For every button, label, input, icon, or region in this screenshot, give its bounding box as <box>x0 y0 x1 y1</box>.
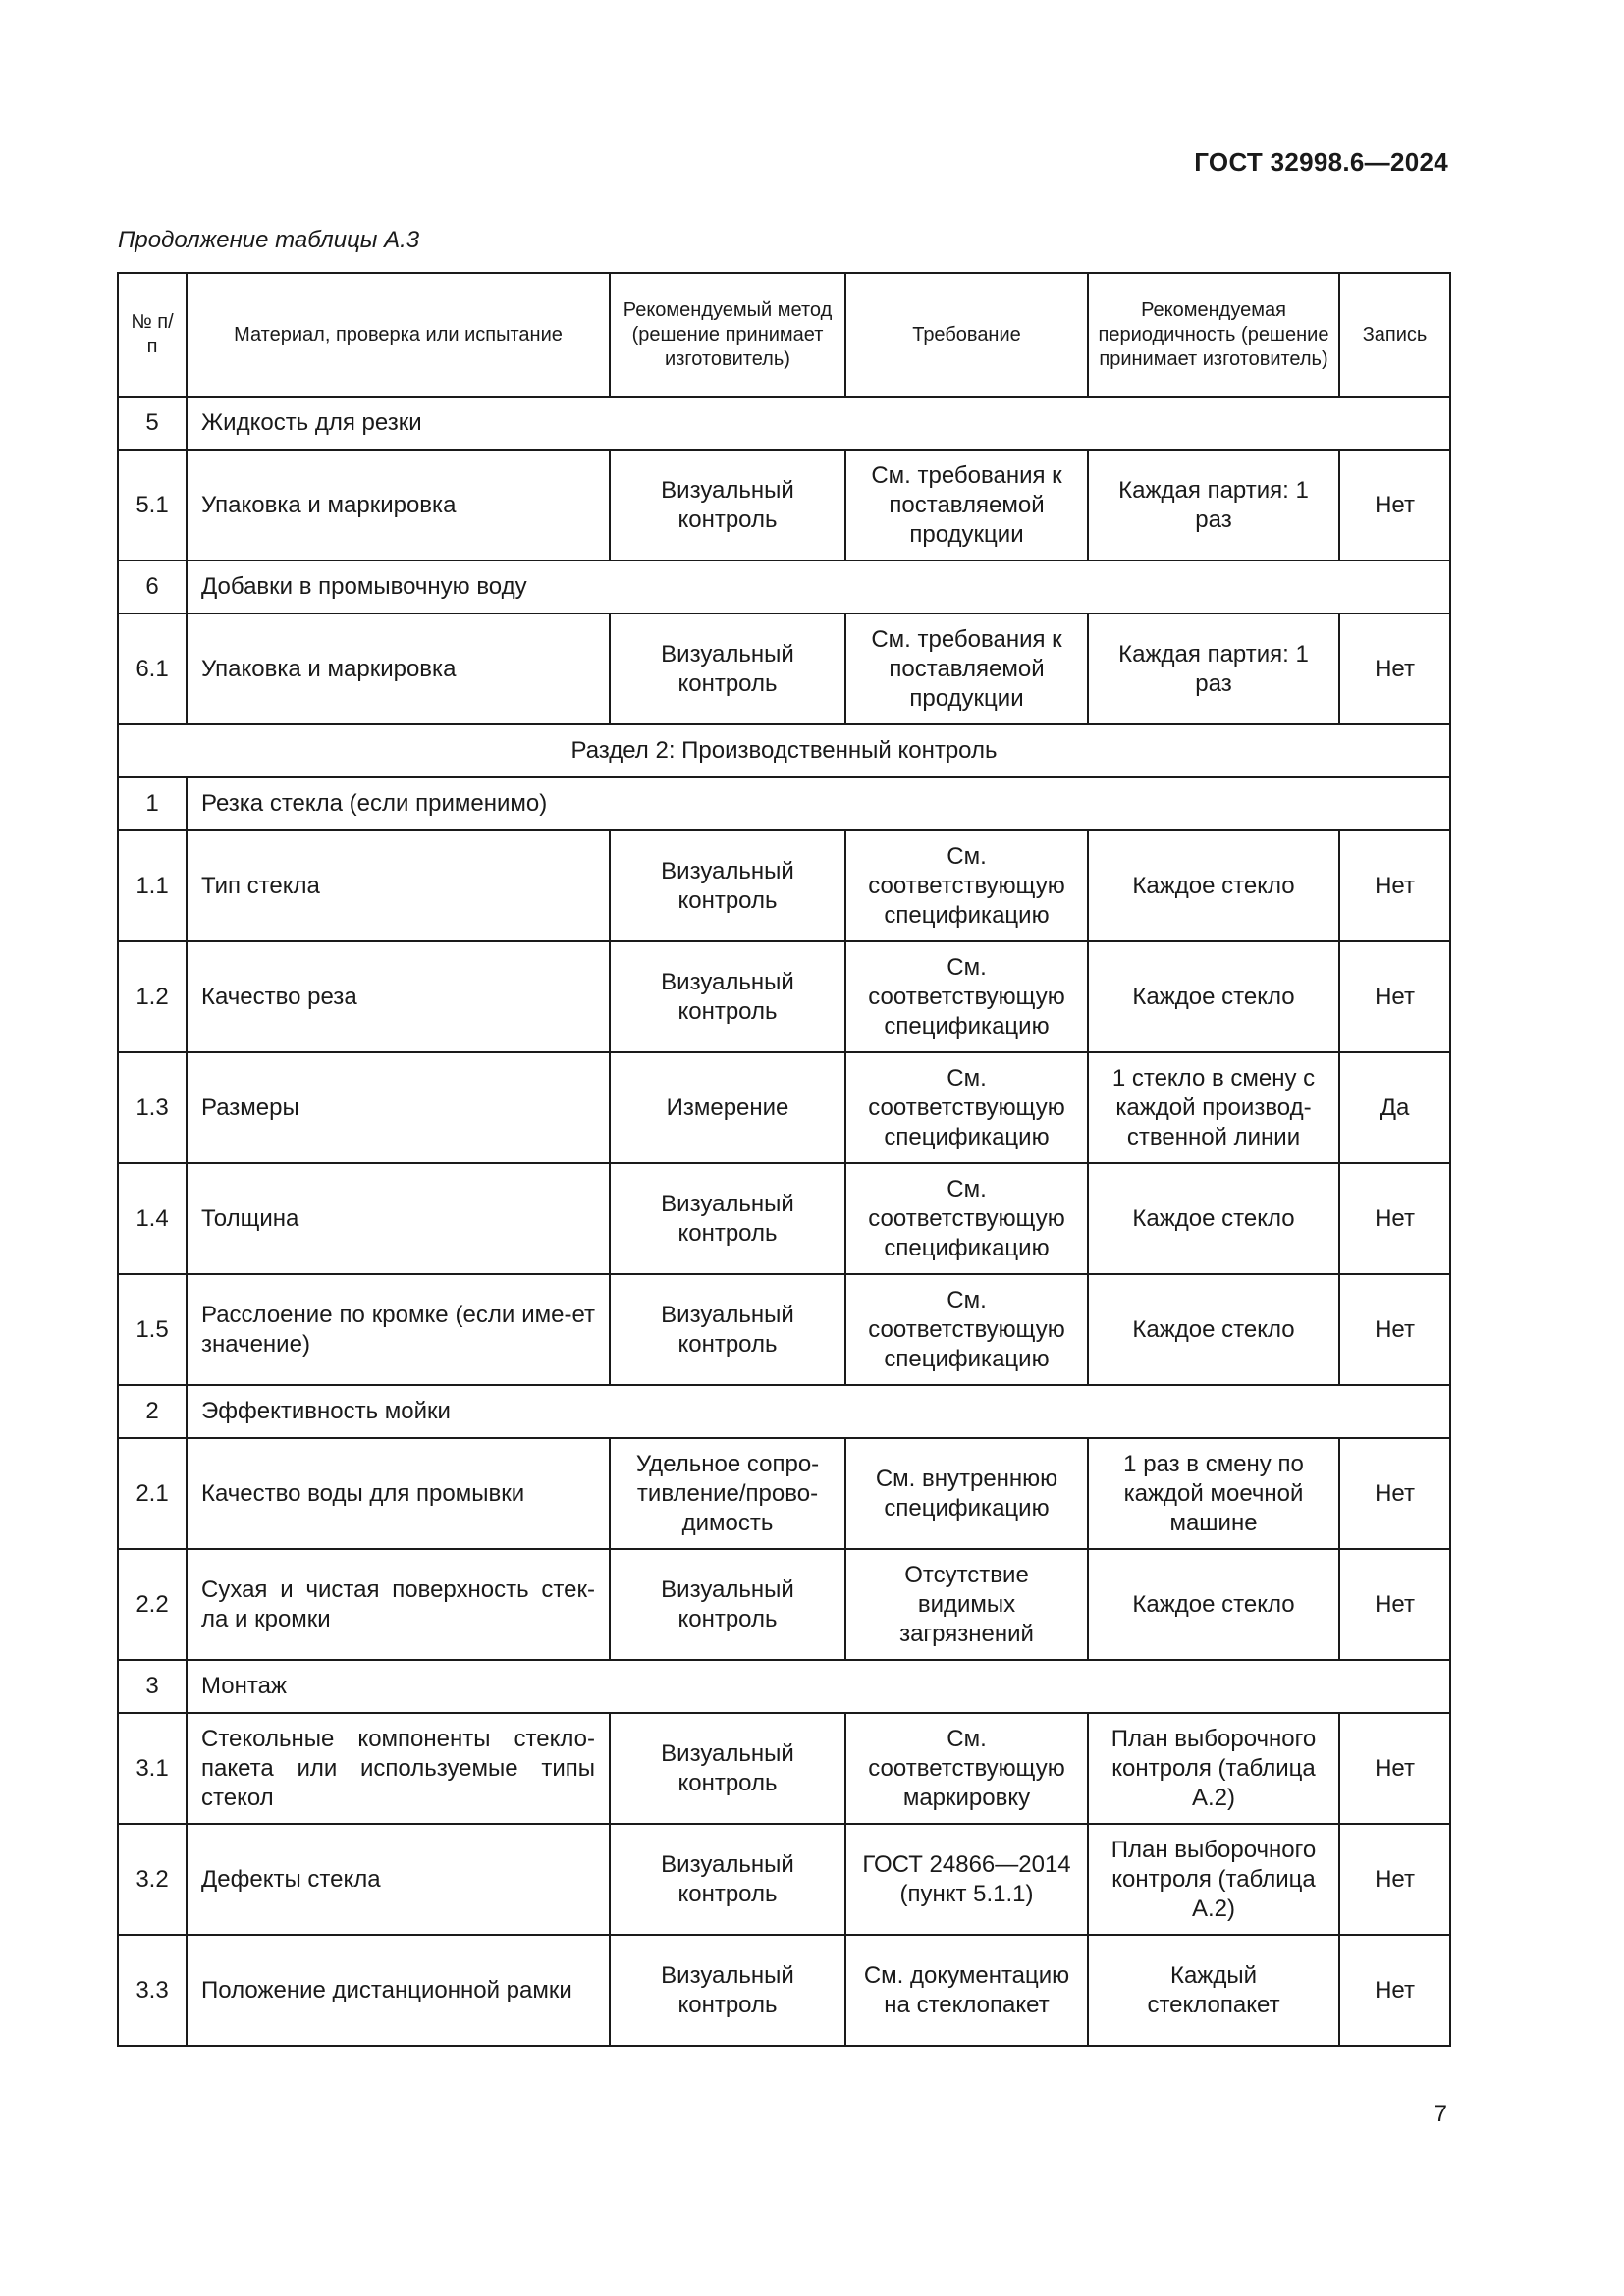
row-requirement: См. документацию на стеклопакет <box>845 1935 1088 2046</box>
row-requirement: См. требования к поставляемой продукции <box>845 450 1088 561</box>
row-number: 3.3 <box>118 1935 187 2046</box>
row-frequency: Каждое стекло <box>1088 941 1339 1052</box>
row-frequency: Каждое стекло <box>1088 1549 1339 1660</box>
row-method: Удельное сопро-тивление/прово-димость <box>610 1438 845 1549</box>
group-row <box>118 397 1450 450</box>
col-header-num: № п/п <box>118 273 187 397</box>
row-number: 6.1 <box>118 614 187 724</box>
row-method: Визуальный контроль <box>610 1713 845 1824</box>
table-row <box>118 1274 1450 1385</box>
table-row <box>118 1052 1450 1163</box>
row-material: Сухая и чистая поверхность стек-ла и кромки <box>187 1549 610 1660</box>
row-requirement: См. соответствующую спецификацию <box>845 941 1088 1052</box>
row-record: Да <box>1339 1052 1450 1163</box>
clause-reference: (пункт 5.1.1) <box>899 1880 1034 1907</box>
row-material: Дефекты стекла <box>187 1824 610 1935</box>
row-frequency: Каждая партия: 1 раз <box>1088 614 1339 724</box>
table-row <box>118 1549 1450 1660</box>
row-frequency: Каждая партия: 1 раз <box>1088 450 1339 561</box>
row-frequency: Каждое стекло <box>1088 830 1339 941</box>
row-record: Нет <box>1339 614 1450 724</box>
standard-reference-link[interactable]: ГОСТ 24866—2014 <box>862 1850 1071 1878</box>
section-row <box>118 724 1450 777</box>
control-table <box>117 272 1451 2047</box>
col-header-material: Материал, проверка или испытание <box>187 273 610 397</box>
row-requirement: См. соответствующую маркировку <box>845 1713 1088 1824</box>
row-material: Упаковка и маркировка <box>187 614 610 724</box>
section-title: Раздел 2: Производственный контроль <box>118 724 1450 777</box>
row-number: 1.4 <box>118 1163 187 1274</box>
table-row <box>118 1935 1450 2046</box>
col-header-record: Запись <box>1339 273 1450 397</box>
row-number: 1.1 <box>118 830 187 941</box>
row-material: Размеры <box>187 1052 610 1163</box>
row-record: Нет <box>1339 1163 1450 1274</box>
group-title: Резка стекла (если применимо) <box>187 777 1450 830</box>
row-record: Нет <box>1339 1824 1450 1935</box>
group-row <box>118 561 1450 614</box>
row-requirement: См. соответствующую спецификацию <box>845 1163 1088 1274</box>
group-title: Эффективность мойки <box>187 1385 1450 1438</box>
group-row <box>118 1660 1450 1713</box>
row-requirement: Отсутствие видимых загрязнений <box>845 1549 1088 1660</box>
row-method: Визуальный контроль <box>610 1274 845 1385</box>
col-header-frequency: Рекомендуемая периодичность (решение принимает изготовитель) <box>1088 273 1339 397</box>
table-row <box>118 1438 1450 1549</box>
row-number: 3 <box>118 1660 187 1713</box>
document-code: ГОСТ 32998.6—2024 <box>1194 147 1448 177</box>
table-caption: Продолжение таблицы А.3 <box>118 227 420 253</box>
row-method: Визуальный контроль <box>610 1163 845 1274</box>
row-method: Визуальный контроль <box>610 1824 845 1935</box>
row-method: Визуальный контроль <box>610 1549 845 1660</box>
row-material: Положение дистанционной рамки <box>187 1935 610 2046</box>
row-requirement: См. соответствующую спецификацию <box>845 1052 1088 1163</box>
row-frequency: План выборочного контроля (таблица А.2) <box>1088 1713 1339 1824</box>
row-requirement: См. требования к поставляемой продукции <box>845 614 1088 724</box>
group-row <box>118 777 1450 830</box>
row-requirement: См. внутреннюю спецификацию <box>845 1438 1088 1549</box>
row-record: Нет <box>1339 1549 1450 1660</box>
table-row <box>118 1713 1450 1824</box>
row-method: Визуальный контроль <box>610 830 845 941</box>
row-number: 1.5 <box>118 1274 187 1385</box>
group-row <box>118 1385 1450 1438</box>
row-number: 5 <box>118 397 187 450</box>
row-number: 5.1 <box>118 450 187 561</box>
row-number: 2.2 <box>118 1549 187 1660</box>
row-record: Нет <box>1339 830 1450 941</box>
row-material: Качество реза <box>187 941 610 1052</box>
row-material: Стекольные компоненты стекло-пакета или используемые типы стекол <box>187 1713 610 1824</box>
row-material: Расслоение по кромке (если име-ет значение) <box>187 1274 610 1385</box>
row-number: 2 <box>118 1385 187 1438</box>
table-row <box>118 941 1450 1052</box>
row-method: Визуальный контроль <box>610 450 845 561</box>
row-frequency: 1 стекло в смену с каждой производ-ственной линии <box>1088 1052 1339 1163</box>
row-method: Визуальный контроль <box>610 1935 845 2046</box>
group-title: Монтаж <box>187 1660 1450 1713</box>
row-number: 1.2 <box>118 941 187 1052</box>
group-title: Жидкость для резки <box>187 397 1450 450</box>
row-record: Нет <box>1339 450 1450 561</box>
row-method: Визуальный контроль <box>610 614 845 724</box>
table-header-row <box>118 273 1450 397</box>
row-method: Измерение <box>610 1052 845 1163</box>
row-frequency: Каждый стеклопакет <box>1088 1935 1339 2046</box>
row-frequency: 1 раз в смену по каждой моечной машине <box>1088 1438 1339 1549</box>
table-row <box>118 1163 1450 1274</box>
row-record: Нет <box>1339 1274 1450 1385</box>
row-record: Нет <box>1339 1713 1450 1824</box>
col-header-requirement: Требование <box>845 273 1088 397</box>
page-number: 7 <box>1434 2101 1447 2127</box>
row-material: Толщина <box>187 1163 610 1274</box>
row-number: 1.3 <box>118 1052 187 1163</box>
table-row <box>118 1824 1450 1935</box>
table-row <box>118 614 1450 724</box>
row-number: 3.2 <box>118 1824 187 1935</box>
col-header-method: Рекомендуемый метод (решение принимает изготовитель) <box>610 273 845 397</box>
row-requirement <box>845 1824 1088 1935</box>
row-material: Качество воды для промывки <box>187 1438 610 1549</box>
row-number: 1 <box>118 777 187 830</box>
row-number: 2.1 <box>118 1438 187 1549</box>
row-material: Тип стекла <box>187 830 610 941</box>
row-number: 6 <box>118 561 187 614</box>
row-frequency: Каждое стекло <box>1088 1163 1339 1274</box>
row-requirement: См. соответствующую спецификацию <box>845 1274 1088 1385</box>
row-material: Упаковка и маркировка <box>187 450 610 561</box>
row-record: Нет <box>1339 1438 1450 1549</box>
row-record: Нет <box>1339 1935 1450 2046</box>
table-row <box>118 830 1450 941</box>
table-row <box>118 450 1450 561</box>
row-frequency: План выборочного контроля (таблица А.2) <box>1088 1824 1339 1935</box>
group-title: Добавки в промывочную воду <box>187 561 1450 614</box>
row-number: 3.1 <box>118 1713 187 1824</box>
row-frequency: Каждое стекло <box>1088 1274 1339 1385</box>
row-requirement: См. соответствующую спецификацию <box>845 830 1088 941</box>
row-method: Визуальный контроль <box>610 941 845 1052</box>
row-record: Нет <box>1339 941 1450 1052</box>
